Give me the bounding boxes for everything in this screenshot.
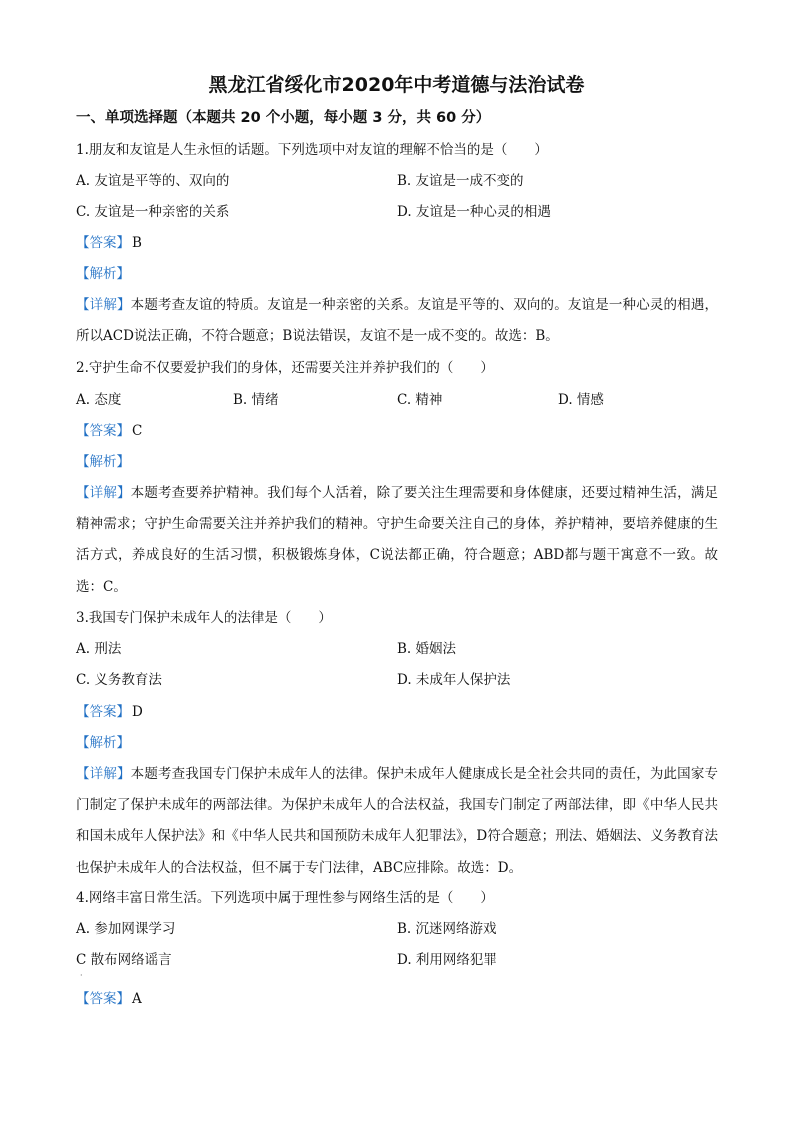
- question-3-option-a: A. 刑法: [76, 641, 122, 657]
- detail-label: 【详解】: [76, 297, 131, 313]
- answer-value: A: [132, 991, 142, 1007]
- answer-value: C: [132, 423, 143, 439]
- answer-value: B: [132, 235, 142, 251]
- question-2-option-a: A. 态度: [76, 392, 122, 408]
- question-4-stem: 4.网络丰富日常生活。下列选项中属于理性参与网络生活的是（ ）: [76, 890, 494, 906]
- question-4-option-b: B. 沉迷网络游戏: [397, 921, 497, 937]
- answer-label: 【答案】: [76, 991, 130, 1007]
- detail-text: 本题考查我国专门保护未成年人的法律。保护未成年人健康成长是全社会共同的责任，为此国家专门制定了保护未成年的两部法律。为保护未成年人的合法权益，我国专门制定了两部法律，即《中华人民共和国未成年人保护法》和《中华人民共和国预防未成年人犯罪法》，D符合题意；刑法、婚姻法、义务教育法也保护未成年人的合法权益，但不属于专门法律，ABC应排除。故选：D。: [76, 766, 719, 876]
- question-2-option-c: C. 精神: [397, 392, 443, 408]
- question-3-detail: [76, 759, 718, 884]
- detail-text: 本题考查友谊的特质。友谊是一种亲密的关系。友谊是平等的、双向的。友谊是一种心灵的相遇，所以ACD说法正确，不符合题意；B说法错误，友谊不是一成不变的。故选：B。: [76, 297, 719, 345]
- question-4-option-a: A. 参加网课学习: [76, 921, 176, 937]
- question-4-option-c: C 散布网络谣言: [76, 952, 172, 968]
- question-1-stem: 1.朋友和友谊是人生永恒的话题。下列选项中对友谊的理解不恰当的是（ ）: [76, 142, 548, 158]
- question-2-stem: 2.守护生命不仅要爱护我们的身体，还需要关注并养护我们的（ ）: [76, 360, 494, 376]
- question-2-option-d: D. 情感: [558, 392, 604, 408]
- section-heading: 一、单项选择题（本题共 20 个小题，每小题 3 分，共 60 分）: [76, 110, 491, 126]
- answer-label: 【答案】: [76, 235, 130, 251]
- question-1-detail: [76, 290, 718, 352]
- detail-label: 【详解】: [76, 766, 131, 782]
- question-3-option-c: C. 义务教育法: [76, 672, 162, 688]
- question-3-analysis-label: 【解析】: [76, 735, 130, 751]
- question-3-option-b: B. 婚姻法: [397, 641, 457, 657]
- stray-dot: ·: [80, 971, 83, 980]
- answer-value: D: [132, 704, 143, 720]
- question-1-option-a: A. 友谊是平等的、双向的: [76, 173, 230, 189]
- question-1-option-b: B. 友谊是一成不变的: [397, 173, 524, 189]
- detail-text: 本题考查要养护精神。我们每个人活着，除了要关注生理需要和身体健康，还要过精神生活，满足精神需求；守护生命需要关注并养护我们的精神。守护生命要关注自己的身体，养护精神，要培养健康的生活方式，养成良好的生活习惯，积极锻炼身体，C说法都正确，符合题意；ABD都与题干寓意不一致。故选：C。: [76, 485, 719, 595]
- question-1-analysis-label: 【解析】: [76, 266, 130, 282]
- page-title: 黑龙江省绥化市2020年中考道德与法治试卷: [208, 74, 585, 96]
- question-1-option-d: D. 友谊是一种心灵的相遇: [397, 204, 551, 220]
- question-2-option-b: B. 情绪: [233, 392, 279, 408]
- question-2-detail: [76, 478, 718, 603]
- answer-label: 【答案】: [76, 423, 130, 439]
- question-4-answer: [76, 990, 142, 1008]
- question-3-stem: 3.我国专门保护未成年人的法律是（ ）: [76, 610, 332, 626]
- question-2-analysis-label: 【解析】: [76, 454, 130, 470]
- question-2-answer: [76, 422, 142, 440]
- question-1-option-c: C. 友谊是一种亲密的关系: [76, 204, 230, 220]
- question-3-answer: [76, 703, 143, 721]
- question-4-option-d: D. 利用网络犯罪: [397, 952, 497, 968]
- question-1-answer: [76, 234, 142, 252]
- question-3-option-d: D. 未成年人保护法: [397, 672, 511, 688]
- detail-label: 【详解】: [76, 485, 131, 501]
- answer-label: 【答案】: [76, 704, 130, 720]
